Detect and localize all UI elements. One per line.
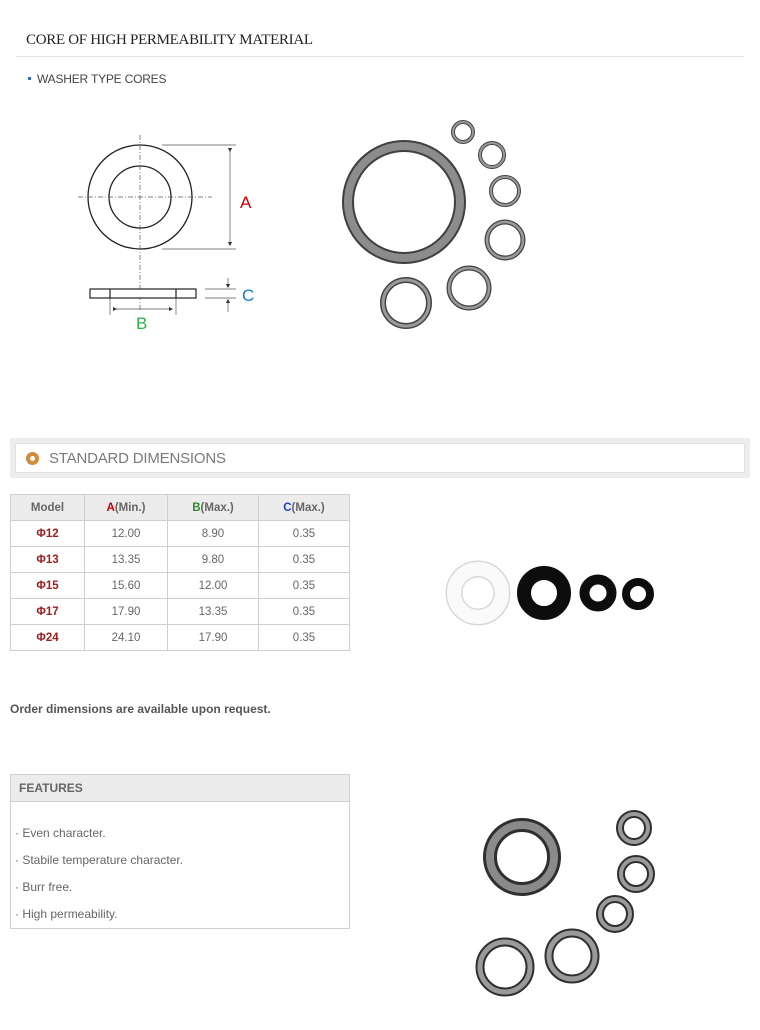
cell-b: 8.90 <box>168 521 259 547</box>
features-panel <box>10 774 350 929</box>
standard-dimensions-title: STANDARD DIMENSIONS <box>49 449 226 467</box>
cell-c: 0.35 <box>259 521 350 547</box>
label-c: C <box>242 286 255 305</box>
table-header-row <box>11 495 350 521</box>
list-item: · Stabile temperature character. <box>15 853 184 867</box>
cell-c: 0.35 <box>259 599 350 625</box>
cell-a: 24.10 <box>85 625 168 651</box>
page-title: CORE OF HIGH PERMEABILITY MATERIAL <box>26 32 313 48</box>
dimensions-table <box>10 494 350 651</box>
features-title: FEATURES <box>11 775 349 802</box>
cell-model: Φ24 <box>11 625 85 651</box>
list-item: · Even character. <box>15 826 106 840</box>
cell-model: Φ17 <box>11 599 85 625</box>
table-row <box>11 573 350 599</box>
label-a: A <box>240 193 252 212</box>
circle-bullet-icon <box>26 452 39 465</box>
cell-a: 17.90 <box>85 599 168 625</box>
title-divider <box>16 56 744 57</box>
table-row <box>11 521 350 547</box>
table-row <box>11 625 350 651</box>
table-row <box>11 599 350 625</box>
section-label <box>28 72 166 86</box>
cell-model: Φ13 <box>11 547 85 573</box>
square-bullet-icon <box>28 77 31 80</box>
features-list <box>11 802 349 934</box>
cell-a: 13.35 <box>85 547 168 573</box>
section-label-text: WASHER TYPE CORES <box>37 72 167 86</box>
cell-model: Φ15 <box>11 573 85 599</box>
list-item: · Burr free. <box>15 880 73 894</box>
cell-b: 13.35 <box>168 599 259 625</box>
label-b: B <box>136 314 148 333</box>
washer-cores-photo <box>330 112 540 342</box>
cell-a: 12.00 <box>85 521 168 547</box>
table-row <box>11 547 350 573</box>
colored-washers-photo <box>440 558 660 628</box>
washer-dimension-diagram <box>70 130 280 340</box>
cell-b: 9.80 <box>168 547 259 573</box>
cell-c: 0.35 <box>259 547 350 573</box>
header-c: C(Max.) <box>259 495 350 521</box>
header-a: A(Min.) <box>85 495 168 521</box>
cell-c: 0.35 <box>259 573 350 599</box>
header-model: Model <box>11 495 85 521</box>
header-b: B(Max.) <box>168 495 259 521</box>
grey-rings-photo <box>470 802 670 1002</box>
list-item: · High permeability. <box>15 907 118 921</box>
cell-model: Φ12 <box>11 521 85 547</box>
cell-b: 17.90 <box>168 625 259 651</box>
side-profile <box>90 289 196 298</box>
cell-c: 0.35 <box>259 625 350 651</box>
cell-b: 12.00 <box>168 573 259 599</box>
order-note: Order dimensions are available upon request. <box>10 702 271 716</box>
cell-a: 15.60 <box>85 573 168 599</box>
standard-dimensions-header <box>10 438 750 478</box>
